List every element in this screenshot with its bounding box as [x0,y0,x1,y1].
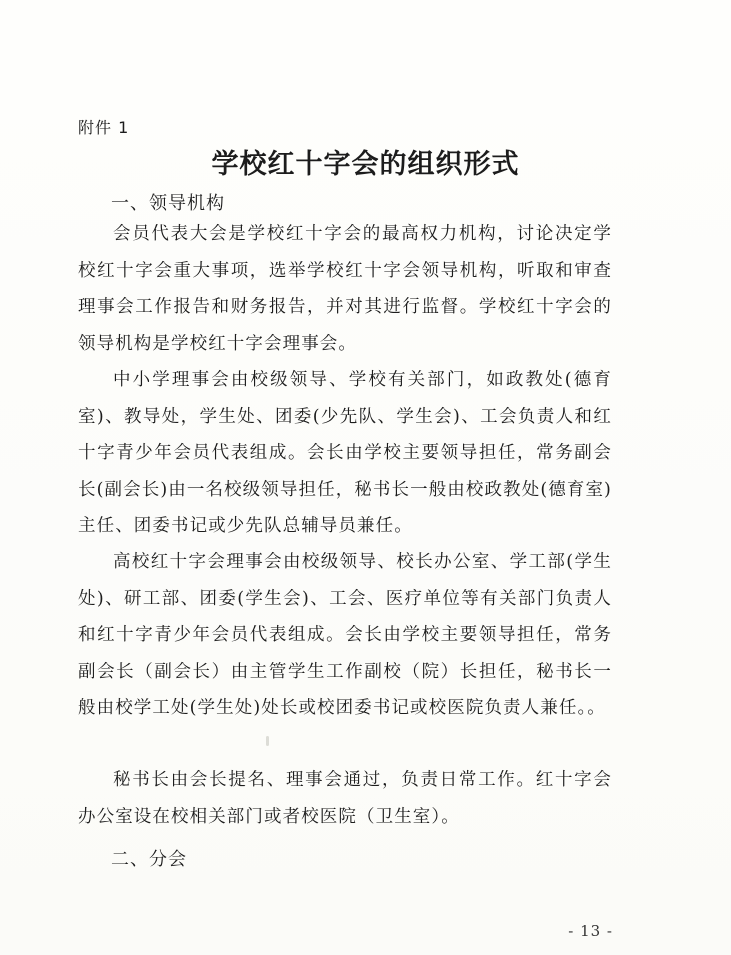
paragraph-1: 会员代表大会是学校红十字会的最高权力机构，讨论决定学校红十字会重大事项，选举学校红十字会领导机构，听取和审查理事会工作报告和财务报告，并对其进行监督。学校红十字会的领导机构是学校红十字会理事会。 [78,224,612,354]
section-heading-leadership: 一、领导机构 [111,193,225,214]
document-title: 学校红十字会的组织形式 [211,149,520,180]
page-number: - 13 - [568,922,613,940]
attachment-label: 附件 1 [78,118,130,137]
paragraph-3: 高校红十字会理事会由校级领导、校长办公室、学工部(学生处)、研工部、团委(学生会)、工会、医疗单位等有关部门负责人和红十字青少年会员代表组成。会长由学校主要领导担任，常务副会长（副会长）由主管学生工作副校（院）长担任，秘书长一般由校学工处(学生处)处长或校团委书记或校医院负责人兼任。。 [78,552,612,718]
section-heading-branches: 二、分会 [111,849,187,870]
scan-speck [266,736,269,746]
paragraph-4: 秘书长由会长提名、理事会通过，负责日常工作。红十字会办公室设在校相关部门或者校医院（卫生室）。 [78,770,612,827]
paragraph-2: 中小学理事会由校级领导、学校有关部门，如政教处(德育室)、教导处，学生处、团委(少先队、学生会)、工会负责人和红十字青少年会员代表组成。会长由学校主要领导担任，常务副会长(副会长)由一名校级领导担任，秘书长一般由校政教处(德育室)主任、团委书记或少先队总辅导员兼任。 [78,370,612,536]
